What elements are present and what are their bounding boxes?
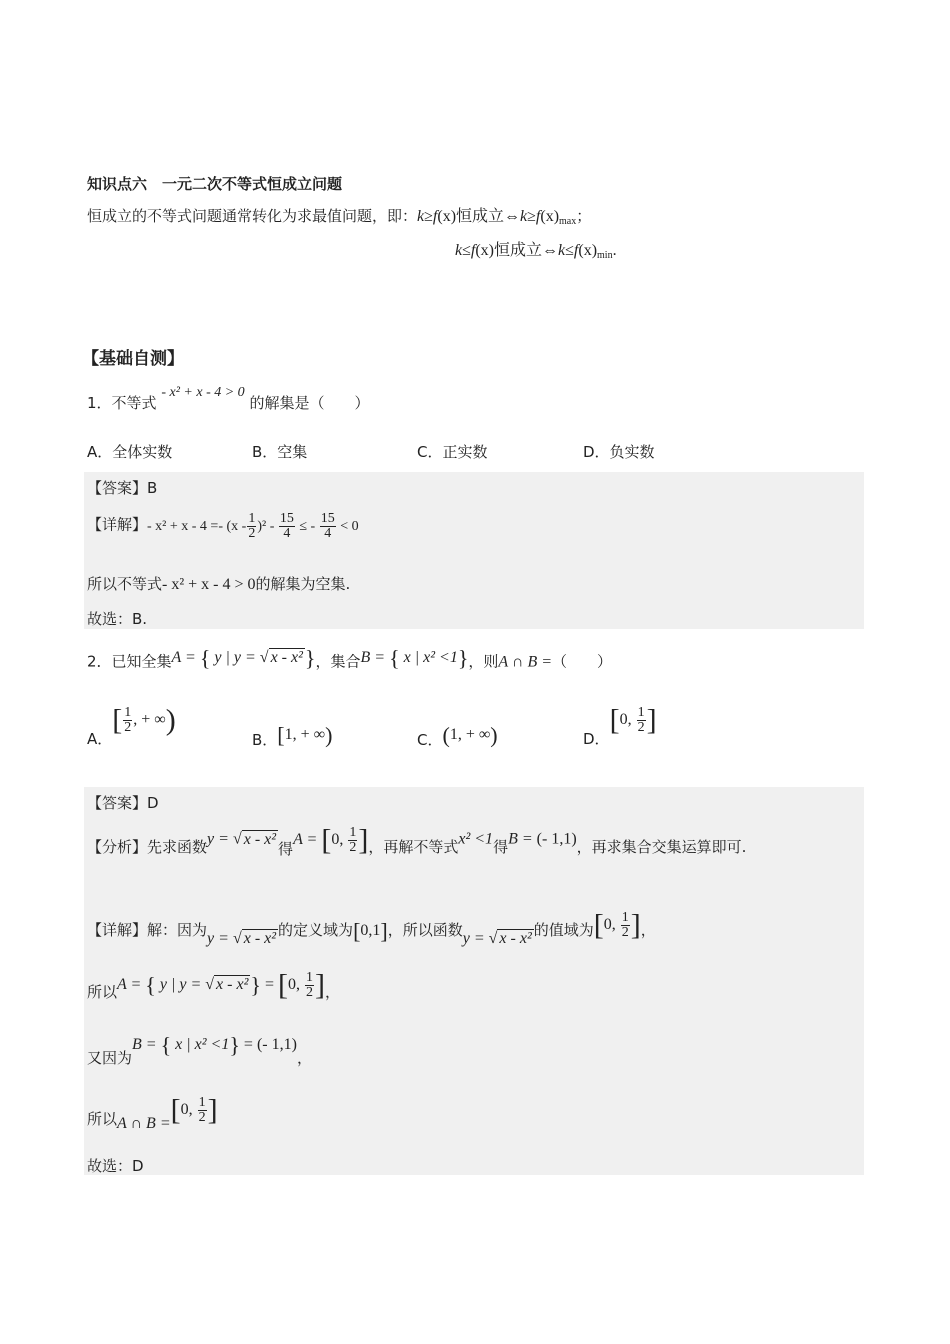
q2-detail: 【详解】解：因为y = √ x - x² 的定义域为[0,1]，所以函数y = √ x - x² 的值域为[0, $\frac{1}{2}$ ]， <box>87 908 656 947</box>
self-test-heading: 【基础自测】 <box>82 349 184 369</box>
q1-option-a[interactable]: A．全体实数 <box>87 443 173 461</box>
q2-option-c[interactable]: C．(1, + ∞) <box>417 722 498 749</box>
q1-inequality: - x² + x - 4 > 0 <box>161 385 245 400</box>
q2-option-a[interactable]: A．[ $\frac{1}{2}$ , + ∞) <box>87 703 176 748</box>
q2-choose: 故选：D <box>87 1157 144 1175</box>
q2-so-2: 所以A ∩ B =[0, $\frac{1}{2}$ ] <box>87 1093 218 1132</box>
q2-stem: 2．已知全集A = { y | y = √ x - x²}，集合B = { x | x² <1}，则A ∩ B =（ ） <box>87 645 613 671</box>
q1-conclusion: 所以不等式- x² + x - 4 > 0的解集为空集. <box>87 575 351 593</box>
q2-analysis: 【分析】先求函数y = √ x - x²得A = [0, $\frac{1}{2}$ ]，再解不等式x² <1得B = (- 1,1)，再求集合交集运算即可. <box>87 823 747 858</box>
q1-stem: 1．不等式 - x² + x - 4 > 0 的解集是（ ） <box>87 385 370 412</box>
q2-option-d[interactable]: D．[0, $\frac{1}{2}$ ] <box>583 703 657 748</box>
section-line-2: k≤f(x)恒成立$\Leftrightarrow k\le f(x)_{min}$. <box>455 242 617 261</box>
q1-detail: 【详解】- x² + x - 4 =- (x - $\frac{1}{2}$ )² - $\frac{15}{4}$ ≤ - $\frac{15}{4}$ < 0 <box>87 511 359 541</box>
section-line-1: 恒成立的不等式问题通常转化为求最值问题，即：k≥f(x)恒成立$\Leftrightarrow k\ge f(x)_{max}$； <box>87 207 592 227</box>
q1-option-d[interactable]: D．负实数 <box>583 443 655 461</box>
line1-math: k≥f(x)恒成立$\Leftrightarrow k\ge f(x)_{max}$ <box>417 208 577 227</box>
q1-solution-box <box>84 472 864 629</box>
q1-choose: 故选：B. <box>87 610 148 628</box>
line1-text: 恒成立的不等式问题通常转化为求最值问题，即： <box>87 207 418 225</box>
q2-option-b[interactable]: B．[1, + ∞) <box>252 722 333 749</box>
section-title: 知识点六 一元二次不等式恒成立问题 <box>87 175 343 193</box>
q1-option-b[interactable]: B．空集 <box>252 443 308 461</box>
q2-so-1: 所以A = { y | y = √ x - x²} = [0, $\frac{1}{2}$ ]， <box>87 968 340 1001</box>
q1-answer: 【答案】B <box>87 479 158 497</box>
q1-option-c[interactable]: C．正实数 <box>417 443 488 461</box>
q2-answer: 【答案】D <box>87 794 159 812</box>
q2-also: 又因为B = { x | x² <1} = (- 1,1)， <box>87 1032 312 1067</box>
